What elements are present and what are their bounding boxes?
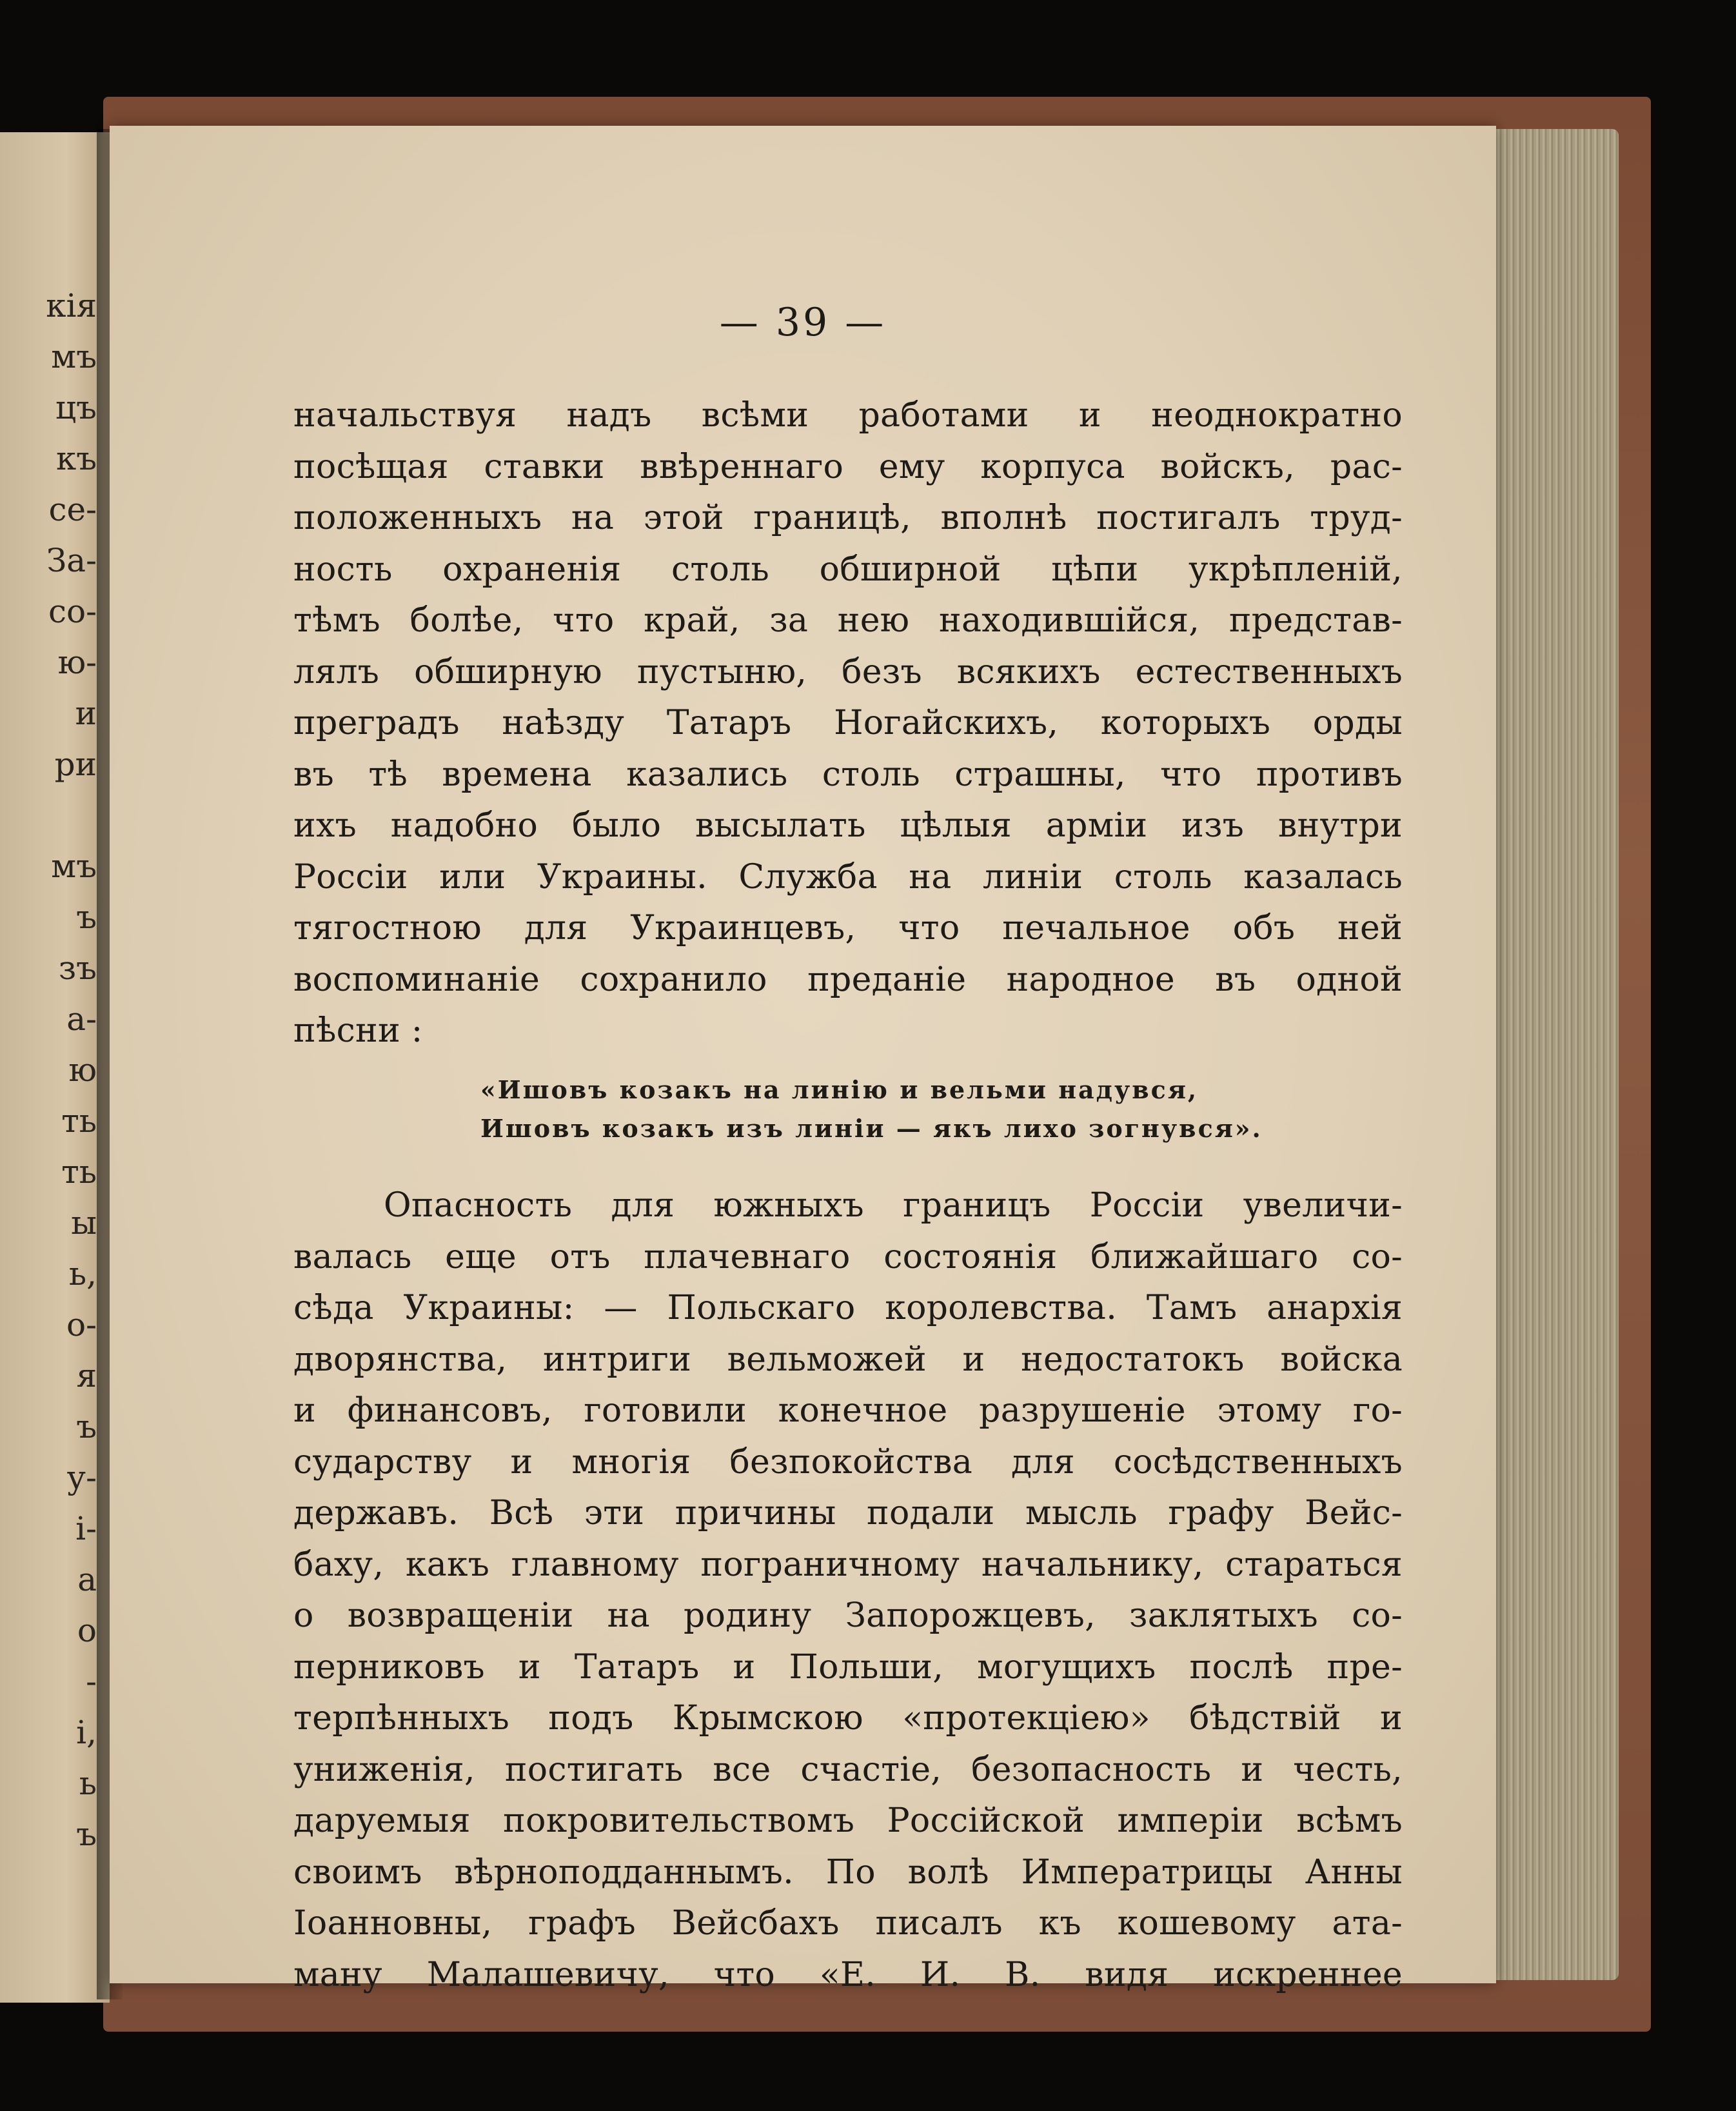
text-line: начальствуя надъ всѣми работами и неоднократно <box>293 396 1403 435</box>
left-page-fragment: ть <box>61 1153 97 1191</box>
left-page-fragment: ъ <box>76 898 97 936</box>
paragraph-2 <box>293 1180 1403 2001</box>
text-line: ману Малашевичу, что «Е. И. В. видя искреннее <box>293 1955 1403 1994</box>
text-line: лялъ обширную пустыню, безъ всякихъ естественныхъ <box>293 652 1403 691</box>
left-page-fragment: ю- <box>57 644 97 681</box>
text-line: Іоанновны, графъ Вейсбахъ писалъ къ кошевому ата- <box>293 1904 1403 1943</box>
text-line: о возвращеніи на родину Запорожцевъ, заклятыхъ со- <box>293 1596 1403 1635</box>
text-line: своимъ вѣрноподданнымъ. По волѣ Императрицы Анны <box>293 1852 1403 1892</box>
text-line: и финансовъ, готовили конечное разрушеніе этому го- <box>293 1391 1403 1430</box>
page-39 <box>110 126 1496 1994</box>
left-page-fragment: ю <box>68 1051 97 1089</box>
text-line: валась еще отъ плачевнаго состоянія ближайшаго со- <box>293 1237 1403 1276</box>
left-page-fragment: и <box>75 695 97 732</box>
left-page-fragment: мъ <box>51 338 97 375</box>
left-page-fragment: у- <box>66 1459 97 1496</box>
text-line: воспоминаніе сохранило преданіе народное въ одной <box>293 960 1403 999</box>
text-line: сѣда Украины: — Польскаго королевства. Тамъ анархія <box>293 1289 1403 1327</box>
left-page-fragment: се- <box>48 491 97 528</box>
left-page-fragment: о <box>77 1612 97 1649</box>
text-line: дворянства, интриги вельможей и недостатокъ войска <box>293 1340 1403 1379</box>
left-page-fragment: ь <box>79 1765 97 1802</box>
text-line: Россіи или Украины. Служба на линіи столь казалась <box>293 857 1403 897</box>
left-page-fragment: і- <box>75 1510 97 1547</box>
left-page-fragment: ъ <box>76 1408 97 1445</box>
left-page-fragment: зъ <box>58 949 97 987</box>
left-page-fragment: За- <box>46 542 97 579</box>
left-page-fragment: а- <box>66 1000 97 1038</box>
left-page-fragment: со- <box>48 593 97 630</box>
text-line: ихъ надобно было высылать цѣлыя арміи изъ внутри <box>293 806 1403 845</box>
text-line: униженія, постигать все счастіе, безопасность и честь, <box>293 1750 1403 1789</box>
left-page-fragment: о- <box>66 1306 97 1343</box>
left-page-fragment <box>0 790 110 841</box>
verse-line: Ишовъ козакъ изъ линіи — якъ лихо зогнувся». <box>480 1114 1263 1143</box>
text-line: пѣсни : <box>293 1011 423 1050</box>
left-page-fragment: ть <box>61 1102 97 1140</box>
text-line: посѣщая ставки ввѣреннаго ему корпуса войскъ, рас- <box>293 447 1403 486</box>
left-page-fragment: а <box>77 1561 97 1598</box>
text-line: ность охраненія столь обширной цѣпи укрѣпленій, <box>293 550 1403 589</box>
left-page-fragment: я <box>76 1357 97 1394</box>
left-page-fragment: і, <box>76 1714 97 1751</box>
text-line: тѣмъ болѣе, что край, за нею находившійся, представ- <box>293 601 1403 640</box>
left-page-fragment: кія <box>46 287 97 324</box>
song-verse <box>480 1071 1448 1148</box>
text-line: баху, какъ главному пограничному начальнику, стараться <box>293 1545 1403 1584</box>
left-page-fragment: цъ <box>55 389 97 426</box>
left-facing-page <box>0 132 110 2003</box>
text-line: преградъ наѣзду Татаръ Ногайскихъ, которыхъ орды <box>293 704 1403 742</box>
text-line: державъ. Всѣ эти причины подали мысль графу Вейс- <box>293 1494 1403 1532</box>
text-line: тягостною для Украинцевъ, что печальное объ ней <box>293 909 1403 947</box>
text-line: даруемыя покровительствомъ Россійской имперіи всѣмъ <box>293 1801 1403 1840</box>
left-page-text-fragments <box>0 281 110 1860</box>
page-number: — 39 — <box>719 300 887 345</box>
text-line: положенныхъ на этой границѣ, вполнѣ постигалъ труд- <box>293 499 1403 537</box>
left-page-fragment: ы <box>71 1204 97 1242</box>
left-page-fragment: къ <box>55 440 97 477</box>
text-line: сударству и многія безпокойства для сосѣдственныхъ <box>293 1442 1403 1482</box>
left-page-fragment: - <box>86 1663 97 1700</box>
text-line: въ тѣ времена казались столь страшны, что противъ <box>293 755 1403 794</box>
left-page-fragment: ъ <box>76 1816 97 1853</box>
page-edges <box>1483 129 1619 1980</box>
left-page-fragment: мъ <box>51 847 97 885</box>
text-line: перниковъ и Татаръ и Польши, могущихъ послѣ пре- <box>293 1647 1403 1687</box>
verse-line: «Ишовъ козакъ на линію и вельми надувся, <box>480 1075 1199 1104</box>
left-page-fragment: ри <box>54 746 97 783</box>
paragraph-1 <box>293 390 1403 1057</box>
text-line: терпѣнныхъ подъ Крымскою «протекціею» бѣдствій и <box>293 1699 1403 1738</box>
left-page-fragment: ь, <box>68 1255 97 1293</box>
text-line: Опасность для южныхъ границъ Россіи увеличи- <box>384 1186 1403 1225</box>
